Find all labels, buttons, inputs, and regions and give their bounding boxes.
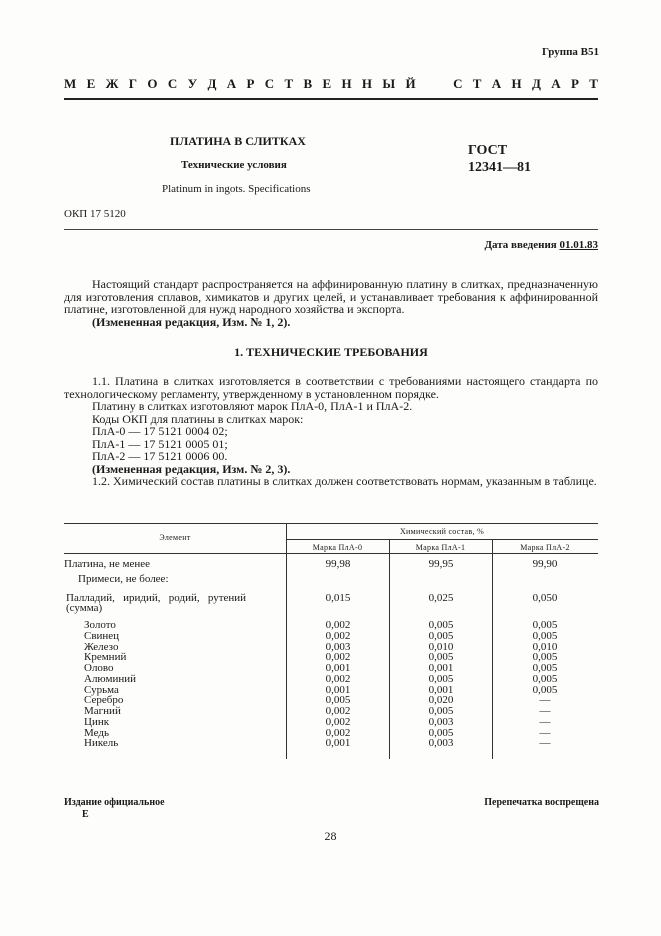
col-element-header: Элемент — [159, 533, 191, 542]
doc-subtitle: Технические условия — [181, 159, 287, 171]
heading-letter: С — [264, 76, 275, 91]
heading-letter: Д — [531, 76, 541, 91]
para-1-1: 1.1. Платина в слитках изготовляется в соответствии с требованиями настоящего стандарта по технологическому регламенту, утвержденному в установленном порядке. — [64, 374, 598, 401]
date-label: Дата введения — [484, 239, 557, 251]
date-value: 01.01.83 — [559, 239, 598, 251]
impurities-label-row — [64, 574, 598, 585]
cell-value: 99,98 — [325, 558, 351, 570]
cell-value: 0,025 — [428, 592, 454, 604]
cell-value: 0,005 — [428, 672, 454, 685]
cell-value: 0,002 — [325, 715, 351, 728]
heading-letter — [426, 76, 429, 92]
heading-letter: Н — [341, 76, 352, 91]
doc-english-title: Platinum in ingots. Specifications — [162, 183, 311, 195]
heading-letter: Р — [246, 76, 255, 91]
intro-amendment: (Измененная редакция, Изм. № 1, 2). — [92, 314, 291, 329]
group-code: Группа В51 — [541, 46, 599, 58]
table-header-rule — [64, 553, 598, 554]
page-number: 28 — [324, 829, 337, 843]
heading-letter: С — [167, 76, 178, 91]
heading-letter: Е — [86, 76, 96, 91]
row-name: Кремний — [84, 651, 127, 664]
cell-value: 0,001 — [325, 662, 351, 674]
okp-code: ОКП 17 5120 — [64, 208, 126, 220]
row-name: Цинк — [84, 715, 110, 728]
heading-letter: Е — [322, 76, 332, 91]
heading-letter: Й — [405, 76, 416, 91]
para-grades: Платину в слитках изготовляют марок ПлА-0, ПлА-1 и ПлА-2. — [92, 399, 413, 413]
cell-value: 0,015 — [325, 592, 351, 604]
heading-letter: С — [453, 76, 463, 91]
row-name: Железо — [84, 640, 119, 653]
section-title: 1. ТЕХНИЧЕСКИЕ ТРЕБОВАНИЯ — [234, 345, 428, 359]
intro-block — [64, 278, 598, 328]
row-name: Золото — [84, 619, 116, 631]
heading-letter: У — [187, 76, 198, 91]
col-grade-1: Марка ПлА-1 — [415, 543, 466, 552]
heading-letter: Н — [511, 76, 522, 91]
heading-letter: О — [147, 76, 158, 91]
cell-value: 0,005 — [428, 726, 454, 739]
row-name: Палладий, иридий, родий, рутений — [66, 592, 247, 604]
middle-rule — [64, 229, 598, 230]
cell-value: 0,005 — [428, 705, 454, 717]
doc-title: ПЛАТИНА В СЛИТКАХ — [170, 134, 306, 148]
cell-value: 0,002 — [325, 726, 351, 739]
row-name: Олово — [84, 662, 114, 674]
heading-letter: Ж — [105, 76, 119, 91]
table-top-rule — [64, 523, 598, 524]
para-okp-codes: Коды ОКП для платины в слитках марок: — [92, 411, 304, 426]
edition-mark: Е — [82, 809, 89, 820]
cell-value: — — [539, 737, 551, 750]
section1-amendment: (Измененная редакция, Изм. № 2, 3). — [92, 461, 291, 476]
row-name: (сумма) — [66, 602, 103, 614]
table-row — [64, 738, 598, 749]
heading-letter — [439, 76, 442, 92]
reprint-prohibited: Перепечатка воспрещена — [484, 797, 599, 808]
cell-value: 0,005 — [532, 672, 558, 685]
cell-value: 0,020 — [428, 694, 454, 707]
row-name: Магний — [84, 705, 121, 717]
heading-letter: В — [303, 76, 313, 91]
impurities-label: Примеси, не более: — [78, 573, 169, 585]
para-1-2: 1.2. Химический состав платины в слитках должен соответствовать нормам, указанным в таблице. — [92, 474, 597, 488]
row-name: Алюминий — [84, 672, 137, 685]
cell-value: — — [539, 694, 551, 707]
cell-value: 0,002 — [325, 672, 351, 685]
cell-value: 0,001 — [325, 737, 351, 750]
gost-number: 12341—81 — [468, 160, 531, 175]
col-grade-0: Марка ПлА-0 — [312, 543, 363, 552]
effective-date — [484, 239, 598, 251]
heading-letter: Т — [284, 76, 294, 91]
cell-value: 0,005 — [532, 619, 558, 631]
cell-value: 0,005 — [532, 651, 558, 664]
cell-value: 0,005 — [532, 662, 558, 674]
row-name: Никель — [84, 737, 119, 750]
cell-value: 0,002 — [325, 705, 351, 717]
cell-value: 0,003 — [325, 640, 351, 653]
heading-letter: Г — [128, 76, 138, 91]
gost-label: ГОСТ — [468, 143, 508, 158]
cell-value: 0,005 — [532, 683, 558, 696]
heading-letter: Т — [589, 76, 598, 91]
cell-value: — — [539, 705, 551, 717]
heading-letter: М — [64, 76, 77, 91]
cell-value: 0,001 — [325, 683, 351, 696]
heading-letter: Ы — [382, 76, 396, 91]
row-name: Свинец — [84, 629, 120, 642]
row-name: Платина, не менее — [64, 558, 151, 570]
code-pla0: ПлА-0 — 17 5121 0004 02; — [92, 424, 228, 438]
cell-value: 0,001 — [428, 683, 454, 696]
heading-letter: А — [226, 76, 237, 91]
official-edition: Издание официальное — [64, 797, 165, 808]
cell-value: — — [539, 726, 551, 739]
row-name: Медь — [84, 726, 109, 739]
cell-value: 0,005 — [428, 651, 454, 664]
cell-value: 0,003 — [428, 737, 454, 750]
table-group-rule — [286, 539, 598, 540]
heading-letter: Т — [472, 76, 482, 91]
cell-value: 0,010 — [428, 640, 454, 653]
cell-value: 0,002 — [325, 629, 351, 642]
cell-value: 99,95 — [428, 558, 454, 570]
heading-letter: Д — [207, 76, 217, 91]
interstate-standard-heading — [64, 76, 598, 92]
cell-value: 0,005 — [428, 629, 454, 642]
col-composition-header: Химический состав, % — [399, 527, 485, 536]
intro-paragraph: Настоящий стандарт распространяется на аффинированную платину в слитках, предназначенную для изготовления сплавов, химикатов и других целей, и устанавливает требования к аффинированной платине, изготовленной для нужд народного хозяйства и экспорта. — [64, 277, 598, 316]
cell-value: 0,003 — [428, 715, 454, 728]
col-grade-2: Марка ПлА-2 — [520, 543, 570, 552]
code-pla2: ПлА-2 — 17 5121 0006 00. — [92, 449, 228, 463]
cell-value: 0,002 — [325, 651, 351, 664]
heading-letter: Н — [361, 76, 373, 91]
table-row-continuation — [64, 603, 598, 614]
heading-letter: Р — [570, 76, 579, 91]
cell-value: 0,050 — [532, 592, 558, 604]
cell-value: 0,002 — [325, 619, 351, 631]
cell-value: 0,010 — [532, 640, 558, 653]
cell-value: 99,90 — [532, 558, 558, 570]
table-row — [64, 559, 598, 570]
top-rule — [64, 98, 598, 100]
cell-value: 0,005 — [532, 629, 558, 642]
cell-value: 0,005 — [325, 694, 351, 707]
heading-letter: А — [491, 76, 502, 91]
heading-letter: А — [551, 76, 561, 91]
section1-block — [64, 375, 598, 488]
row-name: Сурьма — [84, 683, 119, 696]
cell-value: — — [539, 715, 551, 728]
code-pla1: ПлА-1 — 17 5121 0005 01; — [92, 436, 228, 451]
cell-value: 0,001 — [428, 662, 454, 674]
row-name: Серебро — [84, 694, 124, 707]
cell-value: 0,005 — [428, 619, 454, 631]
